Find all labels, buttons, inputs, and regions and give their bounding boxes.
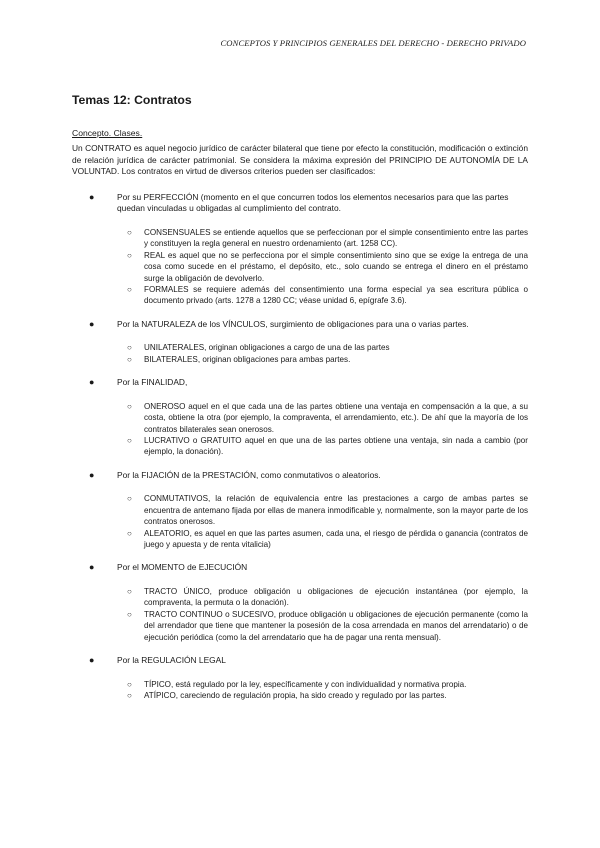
- list-item-text: ONEROSO aquel en el que cada una de las partes obtiene una ventaja en compensación a la que, a su costa, obtiene la otra (por ejemplo, la compraventa, el arrendamiento, etc.). De ahí que la mayoría de los contratos bilaterales sean onerosos.: [144, 401, 528, 434]
- list-item-text: ALEATORIO, es aquel en que las partes asumen, cada una, el riesgo de pérdida o ganancia (contratos de juego y apuesta y de renta vitalicia): [144, 528, 528, 550]
- classification-group-naturaleza: [72, 319, 528, 365]
- page-title: Temas 12: Contratos: [72, 93, 192, 107]
- list-item: [72, 354, 528, 365]
- list-item: [72, 690, 528, 701]
- list-item-text: LUCRATIVO o GRATUITO aquel en que una de las partes obtiene una ventaja, sin nada a cambio (por ejemplo, la donación).: [144, 436, 528, 457]
- circle-bullet-icon: ○: [127, 609, 132, 619]
- list-item: [72, 609, 528, 643]
- bullet-item: [72, 470, 528, 482]
- bullet-icon: ●: [89, 469, 95, 480]
- list-item: [72, 586, 528, 609]
- list-item-text: BILATERALES, originan obligaciones para ambas partes.: [144, 354, 351, 364]
- list-item-text: CONSENSUALES se entiende aquellos que se perfeccionan por el simple consentimiento entre las partes y constituyen la regla general en nuestro ordenamiento (art. 1258 CC).: [144, 227, 528, 249]
- circle-bullet-icon: ○: [127, 494, 132, 504]
- list-item: [72, 679, 528, 690]
- circle-bullet-icon: ○: [127, 354, 132, 364]
- list-item-text: UNILATERALES, originan obligaciones a cargo de una de las partes: [144, 343, 390, 353]
- bullet-label: Por la REGULACIÓN LEGAL: [117, 655, 226, 666]
- running-header: CONCEPTOS Y PRINCIPIOS GENERALES DEL DERECHO - DERECHO PRIVADO: [220, 38, 526, 48]
- list-item-text: TRACTO ÚNICO, produce obligación u obligaciones de ejecución instantánea (por ejemplo, la compraventa, la permuta o la donación).: [144, 587, 528, 608]
- list-item: [72, 227, 528, 250]
- list-item-text: TÍPICO, está regulado por la ley, específicamente y con individualidad y normativa propia.: [144, 679, 467, 689]
- classification-group-finalidad: [72, 377, 528, 458]
- list-item: [72, 284, 528, 307]
- list-item-text: REAL es aquel que no se perfecciona por el simple consentimiento sino que se exige la entrega de una cosa como sucede en el préstamo, el depósito, etc., solo cuando se entrega el dinero en el préstamo surge la obligación de devolverlo.: [144, 250, 528, 283]
- list-item-text: CONMUTATIVOS, la relación de equivalencia entre las prestaciones a cargo de ambas partes se encuentra de antemano fijada por ellas de manera inmodificable y, normalmente, son la mayor parte de los contratos onerosos.: [144, 494, 528, 527]
- list-item-text: FORMALES se requiere además del consentimiento una forma especial ya sea escritura pública o documento privado (arts. 1278 a 1280 CC; véase unidad 6, epígrafe 3.6).: [144, 285, 528, 306]
- classification-group-perfeccion: [72, 192, 528, 307]
- bullet-icon: ●: [89, 655, 95, 666]
- circle-bullet-icon: ○: [127, 436, 132, 446]
- list-item: [72, 401, 528, 435]
- circle-bullet-icon: ○: [127, 343, 132, 353]
- bullet-label: Por la NATURALEZA de los VÍNCULOS, surgimiento de obligaciones para una o varias partes.: [117, 318, 469, 329]
- bullet-label: Por su PERFECCIÓN (momento en el que concurren todos los elementos necesarios para que las partes quedan vinculadas u obligadas al cumplimiento del contrato.: [117, 191, 509, 214]
- classification-group-ejecucion: [72, 562, 528, 643]
- bullet-label: Por la FIJACIÓN de la PRESTACIÓN, como conmutativos o aleatorios.: [117, 469, 381, 480]
- bullet-icon: ●: [89, 191, 95, 202]
- list-item: [72, 342, 528, 353]
- list-item: [72, 528, 528, 551]
- circle-bullet-icon: ○: [127, 587, 132, 597]
- sub-list: [72, 401, 528, 458]
- list-item-text: TRACTO CONTINUO o SUCESIVO, produce obligación u obligaciones de ejecución permanente (como la del arrendador que tiene que mantener la posesión de la cosa arrendada en manos del arrendatario) o de ejecución periódica (como la del arrendatario que ha de pagar una renta mensual).: [144, 609, 528, 642]
- circle-bullet-icon: ○: [127, 679, 132, 689]
- list-item: [72, 250, 528, 284]
- bullet-item: [72, 377, 528, 389]
- document-body: [72, 93, 528, 702]
- bullet-item: [72, 562, 528, 574]
- sub-list: [72, 227, 528, 307]
- section-heading: Concepto. Clases.: [72, 128, 143, 138]
- intro-paragraph: Un CONTRATO es aquel negocio jurídico de carácter bilateral que tiene por efecto la constitución, modificación o extinción de relación jurídica de carácter patrimonial. Se considera la máxima expresión del PRINCIPIO DE AUTONOMÍA DE LA VOLUNTAD. Los contratos en virtud de diversos criterios pueden ser clasificados:: [72, 143, 528, 177]
- circle-bullet-icon: ○: [127, 250, 132, 260]
- sub-list: [72, 342, 528, 365]
- bullet-icon: ●: [89, 562, 95, 573]
- bullet-item: [72, 655, 528, 667]
- bullet-label: Por la FINALIDAD,: [117, 377, 188, 388]
- circle-bullet-icon: ○: [127, 227, 132, 237]
- sub-list: [72, 586, 528, 643]
- list-item: [72, 435, 528, 458]
- bullet-item: [72, 319, 528, 331]
- bullet-icon: ●: [89, 318, 95, 329]
- classification-group-regulacion: [72, 655, 528, 701]
- circle-bullet-icon: ○: [127, 401, 132, 411]
- circle-bullet-icon: ○: [127, 285, 132, 294]
- list-item: [72, 493, 528, 527]
- circle-bullet-icon: ○: [127, 528, 132, 538]
- sub-list: [72, 679, 528, 702]
- bullet-item: [72, 192, 528, 215]
- classification-group-fijacion: [72, 470, 528, 551]
- bullet-label: Por el MOMENTO de EJECUCIÓN: [117, 562, 248, 573]
- list-item-text: ATÍPICO, careciendo de regulación propia, ha sido creado y regulado por las partes.: [144, 691, 447, 701]
- bullet-icon: ●: [89, 377, 95, 388]
- sub-list: [72, 493, 528, 550]
- circle-bullet-icon: ○: [127, 691, 132, 701]
